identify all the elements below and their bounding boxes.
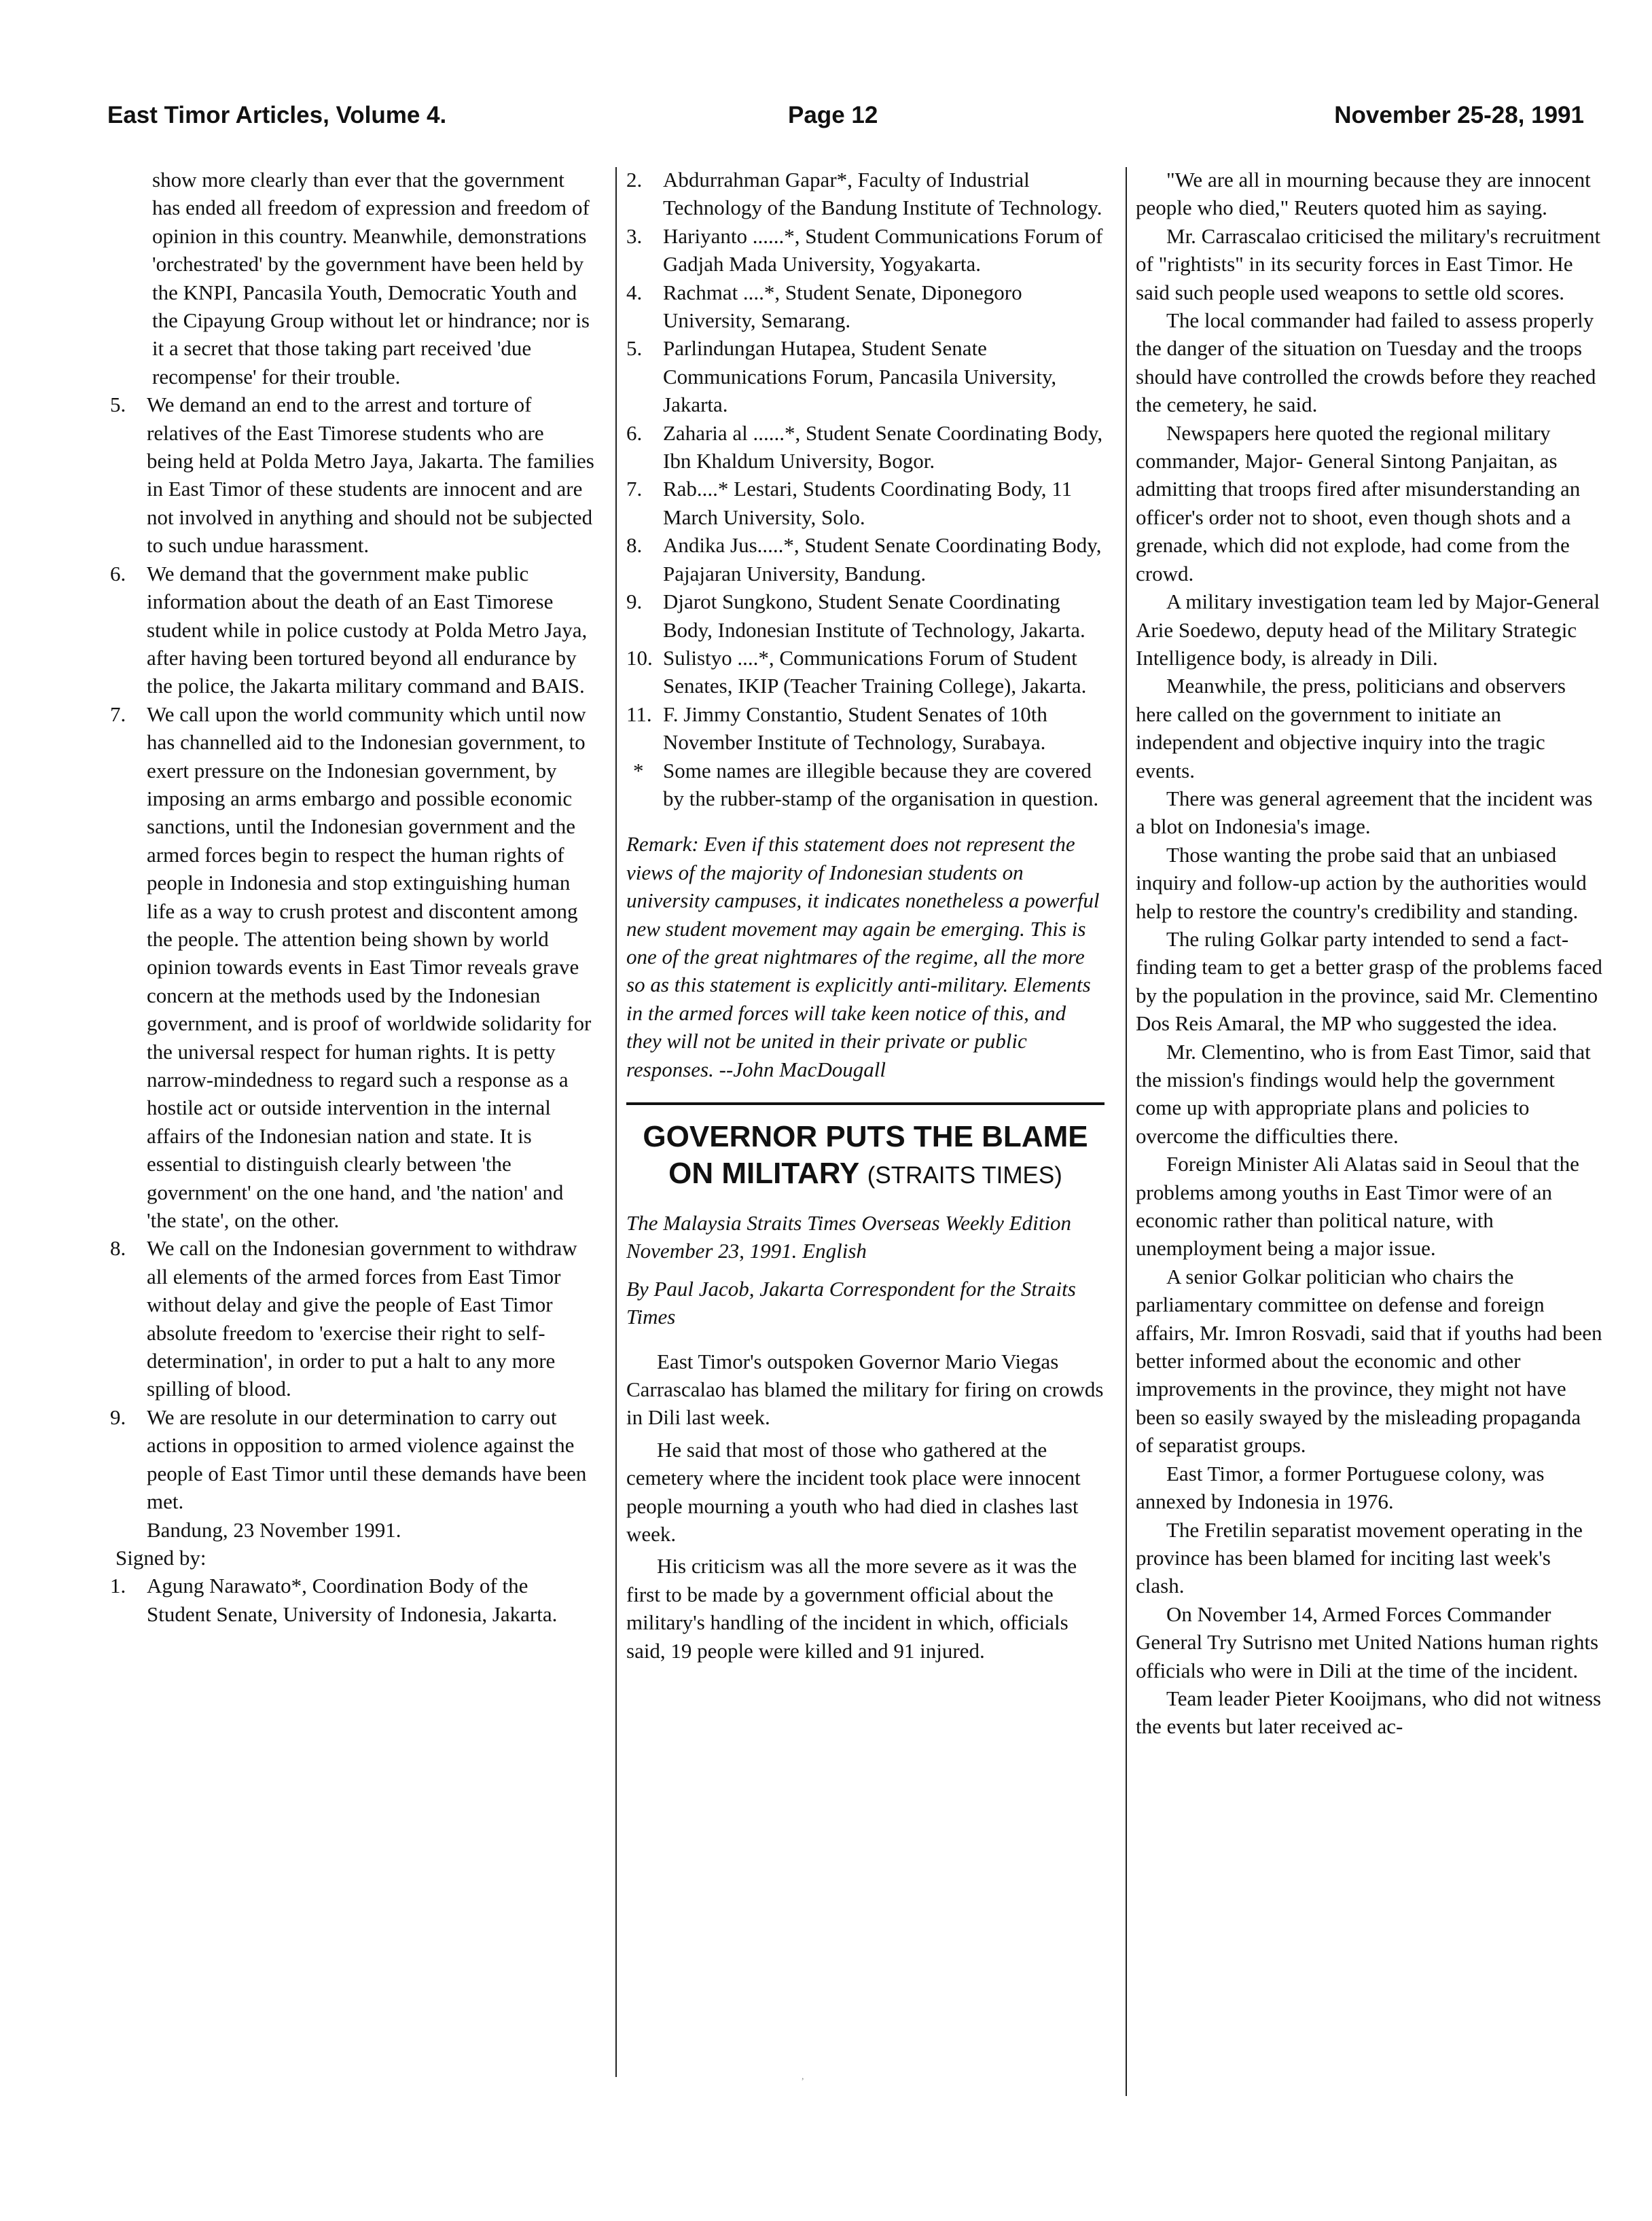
demand-item: 7. We call upon the world community which until now has channelled aid to the Indonesian government, to exert pressure on the Indonesian government, by imposing an arms embargo and possible economic sanctions, until the Indonesian government and the armed forces begin to respect the human rights of people in Indonesia and stop extinguishing human life as a way to crush protest and discontent among the people. The attention being shown by world opinion towards events in East Timor reveals grave concern at the methods used by the Indonesian government, and is proof of worldwide solidarity for the universal respect for human rights. It is petty narrow-mindedness to regard such a response as a hostile act or outside intervention in the internal affairs of the Indonesian nation and state. It is essential to distinguish clearly between 'the government' on the one hand, and 'the nation' and 'the state', on the other. <box>110 702 592 1233</box>
demand-item: 6. We demand that the government make public information about the death of an East Timorese student while in police custody at Polda Metro Jaya, after having been tortured beyond all endurance by the police, the Jakarta military command and BAIS. <box>110 561 588 698</box>
signatory-item: 8. Andika Jus.....*, Student Senate Coordinating Body, Pajajaran University, Bandung. <box>626 533 1102 585</box>
article-paragraph: The ruling Golkar party intended to send a fact-finding team to get a better grasp of the problems faced by the population in the province, said Mr. Clementino Dos Reis Amaral, the MP who suggested the idea. <box>1136 926 1602 1036</box>
header-date-range: November 25-28, 1991 <box>1334 102 1584 128</box>
article-headline <box>626 1119 1105 1194</box>
article-paragraph: His criticism was all the more severe as it was the first to be made by a government official about the military's handling of the incident in which, officials said, 19 people were killed and 91 injured. <box>626 1554 1077 1663</box>
article-paragraph: The local commander had failed to assess properly the danger of the situation on Tuesday and the troops should have controlled the crowds before they reached the cemetery, he said. <box>1136 308 1596 417</box>
editor-remark: Remark: Even if this statement does not represent the views of the majority of Indonesian students on university campuses, it indicates nonetheless a powerful new student movement may again be emerging. This is one of the great nightmares of the regime, all the more so as this statement is explicitly anti-military. Elements in the armed forces will take keen notice of this, and they will not be united in their private or public responses. --John MacDougall <box>626 832 1100 1081</box>
column-middle <box>626 166 1105 1665</box>
signatory-item: 4. Rachmat ....*, Student Senate, Diponegoro University, Semarang. <box>626 280 1022 333</box>
article-paragraph: Mr. Carrascalao criticised the military's recruitment of "rightists" in its security forces in East Timor. He said such people used weapons to settle old scores. <box>1136 223 1601 304</box>
signatory-item: 6. Zaharia al ......*, Student Senate Coordinating Body, Ibn Khaldum University, Bogor. <box>626 420 1103 473</box>
column-left <box>110 166 595 1628</box>
header-publication-title: East Timor Articles, Volume 4. <box>107 102 447 128</box>
signatory-item: 9. Djarot Sungkono, Student Senate Coordinating Body, Indonesian Institute of Technology, Jakarta. <box>626 590 1085 642</box>
byline: By Paul Jacob, Jakarta Correspondent for the Straits Times <box>626 1276 1076 1329</box>
signatory-item: 3. Hariyanto ......*, Student Communications Forum of Gadjah Mada University, Yogyakarta. <box>626 223 1103 276</box>
signatory-item: 2. Abdurrahman Gapar*, Faculty of Industrial Technology of the Bandung Institute of Technology. <box>626 168 1102 220</box>
place-and-date: Bandung, 23 November 1991. <box>147 1517 401 1542</box>
column-rule-left <box>615 167 617 2077</box>
article-paragraph: On November 14, Armed Forces Commander General Try Sutrisno met United Nations human rights officials who were in Dili at the time of the incident. <box>1136 1602 1599 1682</box>
demand-item: 8. We call on the Indonesian government to withdraw all elements of the armed forces from East Timor without delay and give the people of East Timor absolute freedom to 'exercise their right to self-determination', in order to put a halt to any more spilling of blood. <box>110 1236 577 1401</box>
article-paragraph: Foreign Minister Ali Alatas said in Seoul that the problems among youths in East Timor were of an economic rather than political nature, with unemployment being a major issue. <box>1136 1152 1579 1261</box>
signatory-item: 11. F. Jimmy Constantio, Student Senates of 10th November Institute of Technology, Surabaya. <box>626 702 1047 755</box>
scan-speck: , <box>802 2072 804 2082</box>
article-paragraph: Those wanting the probe said that an unbiased inquiry and follow-up action by the authorities would help to restore the country's credibility and standing. <box>1136 842 1587 923</box>
article-paragraph: Newspapers here quoted the regional military commander, Major- General Sintong Panjaitan, as admitting that troops fired after misunderstanding an officer's order not to shoot, even though shots and a grenade, which did not explode, had come from the crowd. <box>1136 420 1581 585</box>
signatory-item: 7. Rab....* Lestari, Students Coordinating Body, 11 March University, Solo. <box>626 477 1073 529</box>
column-rule-right <box>1126 167 1127 2096</box>
demand-item: 9. We are resolute in our determination to carry out actions in opposition to armed violence against the people of East Timor until these demands have been met. <box>110 1405 587 1514</box>
source-line: The Malaysia Straits Times Overseas Weekly Edition November 23, 1991. English <box>626 1211 1071 1263</box>
article-paragraph: There was general agreement that the incident was a blot on Indonesia's image. <box>1136 786 1593 839</box>
signatory-item: 10. Sulistyo ....*, Communications Forum of Student Senates, IKIP (Teacher Training College), Jakarta. <box>626 645 1087 698</box>
article-paragraph: The Fretilin separatist movement operating in the province has been blamed for inciting last week's clash. <box>1136 1517 1583 1598</box>
article-paragraph: A senior Golkar politician who chairs the parliamentary committee on defense and foreign affairs, Mr. Imron Rosvadi, said that if youths had been better informed about the economic and other improvements in the province, they might not have been so easily swayed by the misleading propaganda of separatist groups. <box>1136 1264 1602 1458</box>
demand-item: 5. We demand an end to the arrest and torture of relatives of the East Timorese students who are being held at Polda Metro Jaya, Jakarta. The families in East Timor of these students are innocent and are not involved in anything and should not be subjected to such undue harassment. <box>110 393 594 558</box>
header-page-number: Page 12 <box>788 102 878 128</box>
article-paragraph: Team leader Pieter Kooijmans, who did not witness the events but later received ac- <box>1136 1686 1602 1739</box>
signed-by-label: Signed by: <box>115 1545 206 1570</box>
article-paragraph: "We are all in mourning because they are innocent people who died," Reuters quoted him as saying. <box>1136 168 1591 220</box>
column-right <box>1136 166 1603 1741</box>
article-paragraph: A military investigation team led by Major-General Arie Soedewo, deputy head of the Military Strategic Intelligence body, is already in Dili. <box>1136 590 1600 670</box>
section-divider <box>626 1102 1105 1105</box>
continued-paragraph: show more clearly than ever that the government has ended all freedom of expression and freedom of opinion in this country. Meanwhile, demonstrations 'orchestrated' by the government have been held by the KNPI, Pancasila Youth, Democratic Youth and the Cipayung Group without let or hindrance; nor is it a secret that those taking part received 'due recompense' for their trouble. <box>152 168 590 389</box>
signatory-item: 5. Parlindungan Hutapea, Student Senate Communications Forum, Pancasila University, Jakarta. <box>626 336 1057 417</box>
article-paragraph: He said that most of those who gathered at the cemetery where the incident took place were innocent people mourning a youth who had died in clashes last week. <box>626 1437 1081 1547</box>
headline-source: (STRAITS TIMES) <box>867 1162 1062 1189</box>
article-paragraph: Meanwhile, the press, politicians and observers here called on the government to initiate an independent and objective inquiry into the tragic events. <box>1136 674 1566 782</box>
headline-main: GOVERNOR PUTS THE BLAME ON MILITARY <box>643 1120 1088 1190</box>
footnote: * Some names are illegible because they are covered by the rubber-stamp of the organisation in question. <box>633 758 1099 810</box>
article-paragraph: East Timor's outspoken Governor Mario Viegas Carrascalao has blamed the military for firing on crowds in Dili last week. <box>626 1349 1104 1430</box>
signatory-item: 1. Agung Narawato*, Coordination Body of the Student Senate, University of Indonesia, Jakarta. <box>110 1574 558 1626</box>
article-paragraph: Mr. Clementino, who is from East Timor, said that the mission's findings would help the government come up with appropriate plans and policies to overcome the difficulties there. <box>1136 1039 1591 1148</box>
article-paragraph: East Timor, a former Portuguese colony, was annexed by Indonesia in 1976. <box>1136 1461 1545 1514</box>
